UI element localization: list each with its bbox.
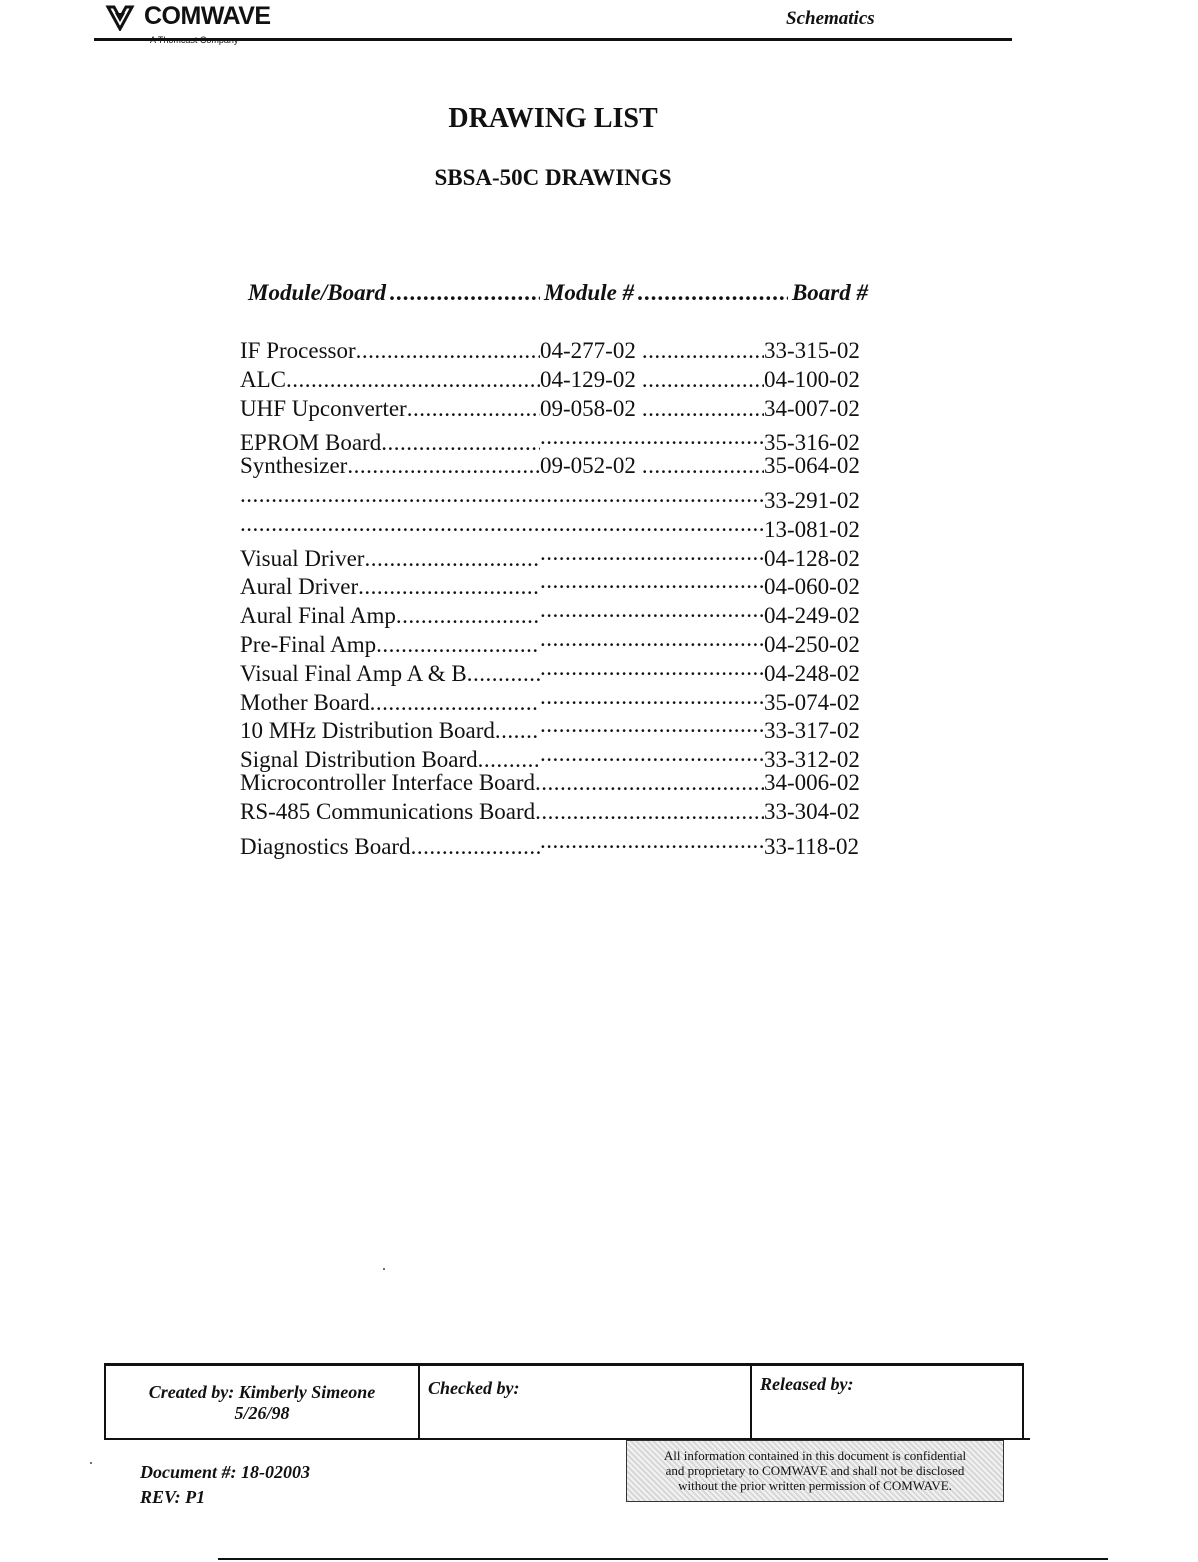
leader-dots <box>390 280 540 306</box>
column-module-board: Module/Board <box>248 280 387 305</box>
board-number: 04-248-02 <box>764 660 860 686</box>
module-board-name: RS-485 Communications Board <box>240 798 536 824</box>
board-number: 34-006-02 <box>764 769 860 795</box>
row-module-cell <box>540 396 764 422</box>
row-name-cell <box>240 367 540 393</box>
leader-dots <box>411 834 540 860</box>
module-board-name: Aural Driver <box>240 574 359 600</box>
module-board-name: IF Processor <box>240 338 356 363</box>
board-number: 35-064-02 <box>764 453 860 479</box>
board-number: 35-074-02 <box>764 689 860 715</box>
module-board-name: Diagnostics Board <box>240 833 411 859</box>
row-module-cell <box>540 511 764 537</box>
module-board-name: UHF Upconverter <box>240 395 407 421</box>
module-board-name: 10 MHz Distribution Board <box>240 718 495 744</box>
row-name-cell <box>240 834 540 860</box>
leader-dots <box>407 396 540 422</box>
row-name-cell <box>240 799 764 825</box>
leader-dots <box>642 396 764 422</box>
table-row <box>240 338 876 367</box>
board-number: 04-100-02 <box>764 366 860 392</box>
leader-dots <box>540 482 764 508</box>
row-name-cell <box>240 661 540 687</box>
row-module-cell <box>540 453 764 479</box>
table-row <box>240 684 876 713</box>
page-subtitle: SBSA-50C DRAWINGS <box>434 165 672 190</box>
board-number: 35-316-02 <box>764 430 860 456</box>
company-name: COMWAVE <box>144 2 271 30</box>
row-name-cell <box>240 396 540 422</box>
row-name-cell <box>240 770 764 796</box>
table-row <box>240 741 876 773</box>
leader-dots <box>535 770 764 796</box>
leader-dots <box>540 424 764 450</box>
row-module-cell <box>540 338 764 364</box>
row-module-cell <box>540 684 764 710</box>
released-by-cell <box>752 1366 1022 1438</box>
leader-dots <box>495 718 540 744</box>
column-module-number: Module # <box>543 280 635 305</box>
row-name-cell <box>240 718 540 744</box>
module-board-name: Aural Final Amp <box>240 603 396 629</box>
module-number: 04-277-02 <box>540 338 636 363</box>
row-name-cell <box>240 338 540 364</box>
table-row <box>240 655 876 684</box>
module-board-name: Signal Distribution Board <box>240 747 478 773</box>
signature-block <box>104 1363 1024 1440</box>
row-name-cell <box>240 574 540 600</box>
table-row <box>240 482 876 511</box>
row-name-cell <box>240 632 540 658</box>
board-number: 04-128-02 <box>764 545 860 571</box>
confidential-line: without the prior written permission of COMWAVE. <box>678 1478 952 1493</box>
header-divider <box>94 38 1012 41</box>
module-board-name: Synthesizer <box>240 453 348 479</box>
footer-divider <box>218 1558 1108 1560</box>
leader-dots <box>540 626 764 652</box>
module-number: 09-058-02 <box>540 395 636 421</box>
table-row <box>240 540 876 569</box>
scan-speck <box>383 1268 385 1270</box>
board-number: 33-291-02 <box>764 487 860 513</box>
board-number: 13-081-02 <box>764 516 860 542</box>
confidential-line: and proprietary to COMWAVE and shall not be disclosed <box>665 1463 965 1478</box>
leader-dots <box>535 799 764 825</box>
module-board-name: Pre-Final Amp <box>240 631 377 657</box>
table-row <box>240 597 876 629</box>
table-row <box>240 568 876 600</box>
leader-dots <box>540 597 764 623</box>
page-title: DRAWING LIST <box>448 103 658 134</box>
row-name-cell <box>240 603 540 629</box>
leader-dots <box>364 546 540 572</box>
row-module-cell <box>540 828 764 854</box>
board-number: 33-304-02 <box>764 798 860 824</box>
row-module-cell <box>540 424 764 450</box>
checked-by: Checked by: <box>428 1378 520 1398</box>
scan-speck <box>90 1462 92 1464</box>
leader-dots <box>347 453 540 479</box>
leader-dots <box>356 338 540 364</box>
leader-dots <box>286 367 540 393</box>
created-by: Created by: Kimberly Simeone <box>148 1382 376 1402</box>
board-number: 04-060-02 <box>764 574 860 600</box>
row-module-cell <box>540 626 764 652</box>
released-by: Released by: <box>760 1374 854 1394</box>
table-row <box>240 770 876 799</box>
module-board-name: Visual Driver <box>240 545 365 571</box>
table-row <box>240 424 876 456</box>
comwave-logo-icon <box>104 5 136 31</box>
company-logo <box>104 2 304 48</box>
company-tagline: A Thomcast Company <box>150 35 239 45</box>
board-number: 04-250-02 <box>764 631 860 657</box>
leader-dots <box>540 741 764 767</box>
table-row <box>240 799 876 828</box>
row-name-cell <box>240 690 540 716</box>
column-board-number: Board # <box>791 280 869 305</box>
leader-dots <box>540 684 764 710</box>
row-module-cell <box>540 568 764 594</box>
leader-dots <box>642 367 764 393</box>
table-row <box>240 453 876 482</box>
row-module-cell <box>540 597 764 623</box>
module-board-name: ALC <box>240 366 286 392</box>
board-number: 33-315-02 <box>764 338 860 363</box>
leader-dots <box>376 632 540 658</box>
document-number: Document #: 18-02003 <box>140 1462 310 1482</box>
table-row <box>240 396 876 425</box>
leader-dots <box>396 603 540 629</box>
row-name-cell <box>240 482 540 508</box>
row-module-cell <box>540 655 764 681</box>
document-info <box>140 1460 310 1510</box>
leader-dots <box>540 568 764 594</box>
row-module-cell <box>540 482 764 508</box>
leader-dots <box>240 482 540 508</box>
created-date: 5/26/98 <box>234 1403 290 1423</box>
table-row <box>240 828 876 857</box>
leader-dots <box>642 338 764 364</box>
row-module-cell <box>540 540 764 566</box>
row-name-cell <box>240 453 540 479</box>
table-row <box>240 712 876 744</box>
confidential-line: All information contained in this document is confidential <box>663 1448 967 1463</box>
leader-dots <box>540 540 764 566</box>
confidentiality-notice <box>626 1440 1004 1502</box>
board-number: 33-317-02 <box>764 718 860 744</box>
section-label: Schematics <box>786 8 875 29</box>
drawing-list <box>240 338 876 859</box>
created-by-cell <box>106 1366 420 1438</box>
leader-dots <box>540 828 764 854</box>
table-row <box>240 367 876 396</box>
leader-dots <box>642 453 764 479</box>
row-module-cell <box>540 712 764 738</box>
module-board-name: Visual Final Amp A & B <box>240 660 467 686</box>
module-number: 04-129-02 <box>540 366 636 392</box>
row-name-cell <box>240 511 540 537</box>
leader-dots <box>358 574 540 600</box>
module-board-name: Microcontroller Interface Board <box>240 769 536 795</box>
board-number: 33-312-02 <box>764 747 860 773</box>
document-revision: REV: P1 <box>140 1487 206 1507</box>
leader-dots <box>240 511 540 537</box>
leader-dots <box>540 712 764 738</box>
board-number: 04-249-02 <box>764 603 860 629</box>
leader-dots <box>370 690 540 716</box>
module-number: 09-052-02 <box>540 453 636 479</box>
row-name-cell <box>240 546 540 572</box>
board-number: 34-007-02 <box>764 395 860 421</box>
checked-by-cell <box>420 1366 752 1438</box>
row-module-cell <box>540 741 764 767</box>
table-row <box>240 626 876 655</box>
board-number: 33-118-02 <box>764 833 859 859</box>
module-board-name: EPROM Board <box>240 430 382 456</box>
leader-dots <box>467 661 540 687</box>
table-header <box>248 280 868 306</box>
leader-dots <box>540 511 764 537</box>
leader-dots <box>638 280 788 306</box>
leader-dots <box>540 655 764 681</box>
table-row <box>240 511 876 540</box>
module-board-name: Mother Board <box>240 689 370 715</box>
row-module-cell <box>540 367 764 393</box>
